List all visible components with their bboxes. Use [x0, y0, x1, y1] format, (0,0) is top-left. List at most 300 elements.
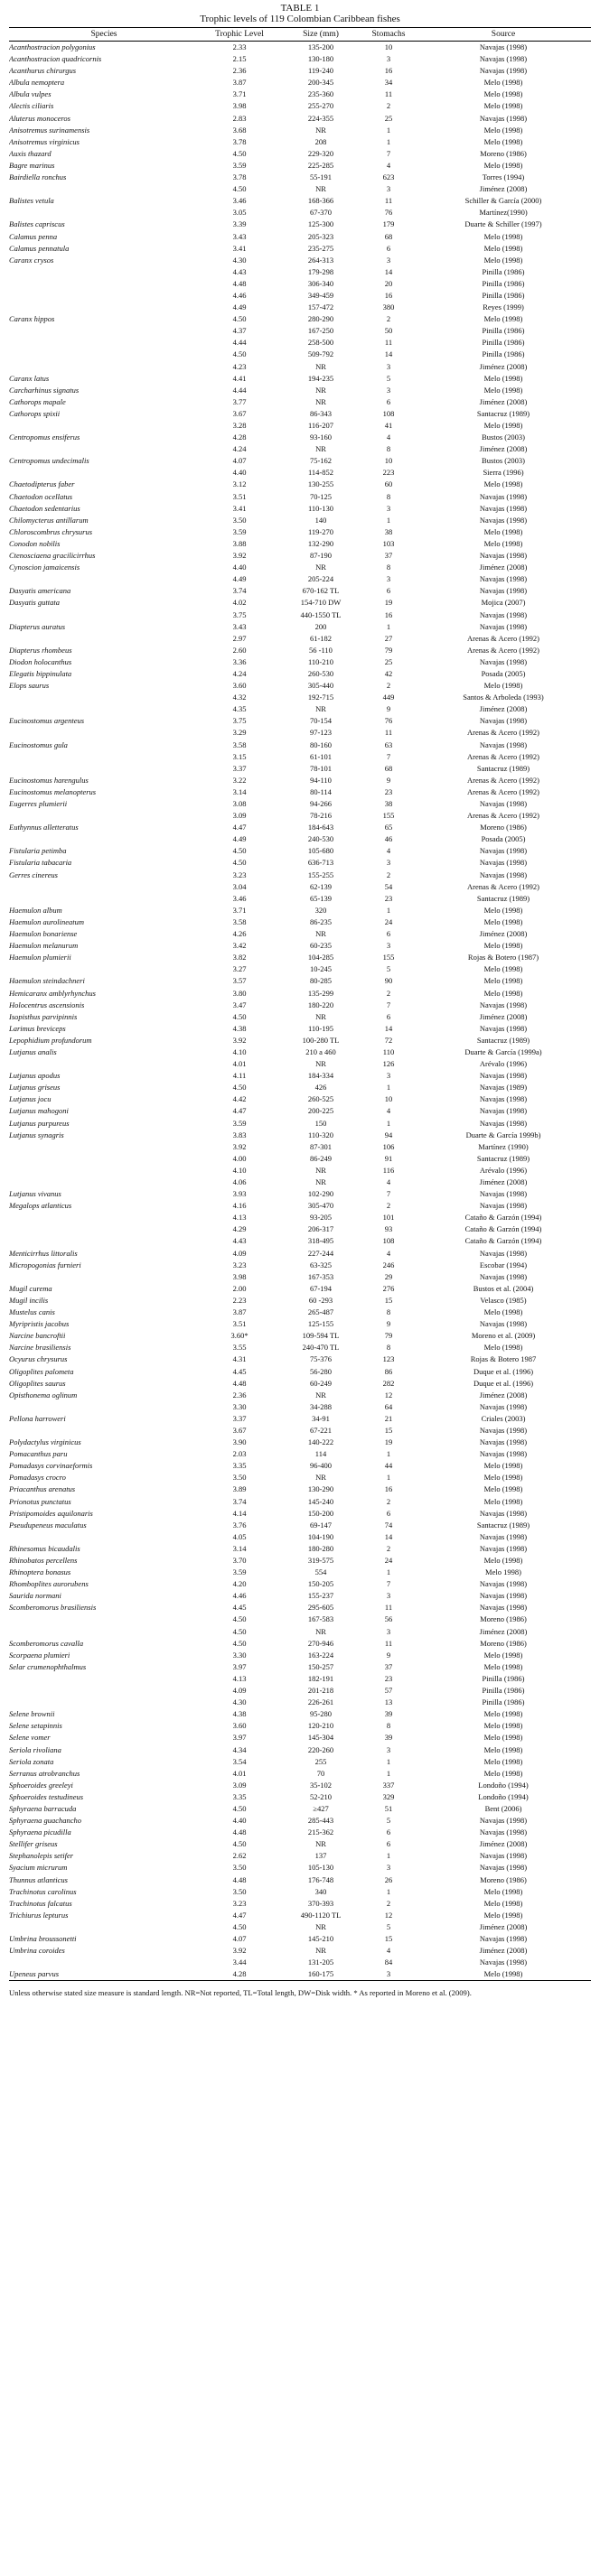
table-footnote: Unless otherwise stated size measure is standard length. NR=Not reported, TL=Total length, DW=Disk width. * As reported in Moreno et al. (2009).	[9, 1988, 472, 1998]
trophic-level-cell: 3.88	[232, 538, 247, 548]
stomachs-cell: 27	[384, 633, 393, 643]
table-row	[9, 125, 591, 136]
species-cell: Bagre marinus	[9, 160, 55, 170]
stomachs-cell: 4	[386, 1946, 391, 1956]
table-row	[9, 183, 591, 195]
trophic-level-cell: 4.01	[232, 1768, 247, 1778]
source-cell: Jiménez (2008)	[479, 1946, 528, 1956]
table-row	[9, 822, 591, 833]
table-row	[9, 1223, 591, 1235]
source-cell: Duarte & García 1999b)	[465, 1130, 541, 1139]
source-cell: Melo (1998)	[483, 243, 523, 253]
species-cell: Pristipomoides aquilonaris	[9, 1508, 93, 1518]
table-row	[9, 1838, 591, 1850]
size-cell: 34-288	[309, 1401, 333, 1411]
source-cell: Duque et al. (1996)	[473, 1366, 534, 1376]
source-cell: Navajas (1998)	[479, 1827, 528, 1837]
trophic-level-cell: 3.71	[232, 905, 247, 915]
size-cell: 114	[314, 1449, 327, 1459]
species-cell	[9, 1212, 199, 1223]
species-cell: Sphoeroides greeleyi	[9, 1780, 73, 1790]
source-cell: Cataño & Garzón (1994)	[464, 1213, 542, 1223]
trophic-level-cell: 3.43	[232, 621, 247, 631]
species-cell: Albula vulpes	[9, 89, 52, 99]
stomachs-cell: 23	[384, 786, 393, 796]
size-cell: 35-102	[309, 1780, 333, 1790]
size-cell: 201-218	[307, 1686, 334, 1696]
table-row	[9, 1555, 591, 1567]
size-cell: 87-190	[309, 551, 333, 561]
trophic-level-cell: 3.87	[232, 1307, 247, 1317]
table-row	[9, 1827, 591, 1838]
trophic-level-cell: 4.50	[232, 1614, 247, 1624]
table-row	[9, 1543, 591, 1555]
trophic-level-cell: 3.23	[232, 1898, 247, 1908]
trophic-level-cell: 3.50	[232, 515, 247, 525]
source-cell: Bustos et al. (2004)	[473, 1283, 534, 1293]
trophic-level-cell: 3.50	[232, 1863, 247, 1873]
stomachs-cell: 8	[386, 444, 391, 454]
table-row	[9, 1141, 591, 1153]
source-cell: Pinilla (1986)	[482, 338, 525, 348]
size-cell: 61-182	[309, 633, 333, 643]
stomachs-cell: 19	[384, 1437, 393, 1447]
species-cell: Megalops atlanticus	[9, 1201, 72, 1211]
table-row	[9, 1673, 591, 1685]
source-cell: Moreno (1986)	[480, 148, 527, 158]
table-row	[9, 1307, 591, 1318]
source-cell: Cataño & Garzón (1994)	[464, 1224, 542, 1234]
source-cell: Santacruz (1989)	[476, 408, 530, 418]
size-cell: 60-235	[309, 941, 333, 951]
table-row	[9, 1165, 591, 1176]
size-cell: 318-495	[307, 1236, 334, 1246]
species-cell: Lutjanus synagris	[9, 1130, 64, 1139]
source-cell: Melo (1998)	[483, 373, 523, 383]
stomachs-cell: 623	[382, 172, 395, 182]
stomachs-cell: 7	[386, 751, 391, 761]
size-cell: 95-280	[309, 1709, 333, 1719]
stomachs-cell: 11	[384, 1603, 393, 1613]
size-cell: 93-160	[309, 432, 333, 442]
source-cell: Navajas (1998)	[479, 1603, 528, 1613]
trophic-level-cell: 2.83	[232, 113, 247, 123]
size-cell: 78-216	[309, 811, 333, 821]
source-cell: Navajas (1998)	[479, 1201, 528, 1211]
table-row	[9, 432, 591, 443]
species-cell: Upeneus parvus	[9, 1968, 199, 1981]
size-cell: 554	[314, 1567, 327, 1577]
trophic-level-cell: 3.46	[232, 893, 247, 903]
species-cell	[9, 290, 199, 302]
stomachs-cell: 2	[386, 314, 391, 324]
stomachs-cell: 3	[361, 1968, 416, 1981]
table-row	[9, 1390, 591, 1401]
trophic-level-cell: 4.23	[232, 361, 247, 371]
header-trophic-level: Trophic Level	[199, 28, 280, 42]
size-cell: 227-244	[307, 1248, 334, 1258]
size-cell: 200	[314, 621, 327, 631]
size-cell: 205-224	[307, 574, 334, 584]
source-cell: Melo (1998)	[483, 125, 523, 135]
species-cell: Narcine brasiliensis	[9, 1343, 71, 1353]
size-cell: 349-459	[307, 290, 334, 300]
source-cell: Navajas (1998)	[479, 1816, 528, 1826]
table-row	[9, 1661, 591, 1673]
stomachs-cell: 179	[382, 219, 395, 229]
trophic-level-cell: 2.15	[232, 54, 247, 64]
stomachs-cell: 11	[384, 338, 393, 348]
species-cell: Eucinostomus harengulus	[9, 775, 89, 785]
species-cell: Umbrina coroides	[9, 1946, 65, 1956]
species-cell: Bairdiella ronchus	[9, 172, 67, 182]
trophic-level-cell: 3.58	[232, 916, 247, 926]
size-cell: 167-250	[307, 326, 334, 336]
source-cell: Jiménez (2008)	[479, 1839, 528, 1849]
species-cell: Mugil curema	[9, 1283, 52, 1293]
stomachs-cell: 16	[384, 290, 393, 300]
species-cell: Elops saurus	[9, 681, 50, 691]
species-cell: Rhinoptera bonasus	[9, 1567, 71, 1577]
species-cell: Scomberomorus cavalla	[9, 1638, 84, 1648]
stomachs-cell: 3	[386, 1626, 391, 1636]
trophic-level-cell: 3.09	[232, 811, 247, 821]
trophic-level-cell: 4.41	[232, 373, 247, 383]
trophic-level-cell: 3.97	[232, 1733, 247, 1743]
trophic-level-cell: 3.35	[232, 1791, 247, 1801]
table-row	[9, 1082, 591, 1093]
trophic-level-cell: 4.10	[232, 1046, 247, 1056]
trophic-level-cell: 3.78	[232, 172, 247, 182]
table-row	[9, 219, 591, 230]
table-row	[9, 1330, 591, 1342]
table-row	[9, 1105, 591, 1117]
size-cell: 140-222	[307, 1437, 334, 1447]
table-row	[9, 1212, 591, 1223]
table-row	[9, 526, 591, 538]
stomachs-cell: 3	[386, 858, 391, 868]
trophic-level-cell: 3.50	[232, 1473, 247, 1483]
size-cell: 145-240	[307, 1496, 334, 1506]
stomachs-cell: 15	[384, 1934, 393, 1943]
size-cell: NR	[315, 1921, 326, 1931]
size-cell: 150-205	[307, 1579, 334, 1589]
source-cell: Jiménez (2008)	[479, 929, 528, 939]
table-row	[9, 1638, 591, 1650]
source-cell: Melo 1998)	[485, 1567, 521, 1577]
size-cell: 264-313	[307, 255, 334, 265]
size-cell: NR	[315, 361, 326, 371]
species-cell: Rhomboplites aurorubens	[9, 1579, 89, 1589]
table-row	[9, 113, 591, 125]
species-cell	[9, 302, 199, 313]
trophic-level-cell: 3.42	[232, 941, 247, 951]
source-cell: Arenas & Acero (1992)	[466, 633, 539, 643]
species-cell: Menticirrhus littoralis	[9, 1248, 78, 1258]
table-row	[9, 739, 591, 751]
size-cell: 110-130	[307, 503, 333, 513]
table-row	[9, 1011, 591, 1023]
species-cell: Diodon holocanthus	[9, 656, 72, 666]
size-cell: 155-237	[307, 1591, 334, 1601]
source-cell: Melo (1998)	[483, 255, 523, 265]
size-cell: 150-257	[307, 1661, 334, 1671]
trophic-level-cell: 4.35	[232, 704, 247, 714]
trophic-level-cell: 2.00	[232, 1283, 247, 1293]
stomachs-cell: 14	[384, 266, 393, 276]
table-row	[9, 562, 591, 573]
source-cell: Melo (1998)	[483, 1744, 523, 1754]
trophic-level-cell: 3.98	[232, 1271, 247, 1281]
table-row	[9, 1130, 591, 1141]
species-cell	[9, 1531, 199, 1543]
trophic-level-cell: 3.23	[232, 870, 247, 879]
species-cell: Hemicaranx amblyrhynchus	[9, 988, 96, 998]
size-cell: 105-680	[307, 846, 334, 856]
stomachs-cell: 24	[384, 1556, 393, 1565]
size-cell: 63-325	[309, 1260, 333, 1269]
trophic-level-cell: 3.92	[232, 1141, 247, 1151]
table-row	[9, 609, 591, 621]
source-cell: Navajas (1998)	[479, 1023, 528, 1033]
table-row	[9, 1933, 591, 1945]
source-cell: Melo (1998)	[483, 1461, 523, 1471]
source-cell: Sierra (1996)	[483, 468, 524, 478]
size-cell: 86-235	[309, 916, 333, 926]
stomachs-cell: 3	[386, 503, 391, 513]
source-cell: Melo (1998)	[483, 1343, 523, 1353]
size-cell: 96-400	[309, 1461, 333, 1471]
trophic-level-cell: 4.32	[232, 693, 247, 702]
source-cell: Melo (1998)	[483, 78, 523, 88]
trophic-level-cell: 3.14	[232, 786, 247, 796]
stomachs-cell: 7	[386, 1189, 391, 1199]
size-cell: 490-1120 TL	[300, 1910, 342, 1920]
stomachs-cell: 2	[386, 1543, 391, 1553]
source-cell: Santacruz (1989)	[476, 1035, 530, 1045]
table-row	[9, 1200, 591, 1212]
size-cell: 295-605	[307, 1603, 334, 1613]
source-cell: Navajas (1998)	[479, 1543, 528, 1553]
table-row	[9, 1058, 591, 1070]
size-cell: NR	[315, 1177, 326, 1186]
stomachs-cell: 1	[386, 1473, 391, 1483]
size-cell: 179-298	[307, 266, 334, 276]
source-cell: Cataño & Garzón (1994)	[464, 1236, 542, 1246]
trophic-level-cell: 3.30	[232, 1650, 247, 1660]
trophic-level-cell: 4.50	[232, 1921, 247, 1931]
table-row	[9, 1413, 591, 1425]
species-cell: Ocyurus chrysurus	[9, 1354, 68, 1364]
species-cell	[9, 1271, 199, 1283]
source-cell: Melo (1998)	[483, 1756, 523, 1766]
stomachs-cell: 1	[386, 1851, 391, 1861]
stomachs-cell: 9	[386, 1650, 391, 1660]
source-cell: Pinilla (1986)	[482, 278, 525, 288]
table-row	[9, 1118, 591, 1130]
stomachs-cell: 19	[384, 598, 393, 608]
trophic-level-cell: 2.60	[232, 645, 247, 655]
stomachs-cell: 1	[386, 1118, 391, 1128]
trophic-level-cell: 3.78	[232, 136, 247, 146]
species-cell: Acanthostracion polygonius	[9, 42, 96, 51]
source-cell: Moreno (1986)	[480, 1614, 527, 1624]
size-cell: 426	[314, 1083, 327, 1093]
stomachs-cell: 380	[382, 302, 395, 312]
stomachs-cell: 37	[384, 1661, 393, 1671]
table-row	[9, 1531, 591, 1543]
table-row	[9, 1613, 591, 1625]
stomachs-cell: 12	[384, 1390, 393, 1400]
size-cell: 70	[316, 1768, 325, 1778]
size-cell: 182-191	[307, 1673, 334, 1683]
table-row	[9, 550, 591, 562]
stomachs-cell: 64	[384, 1401, 393, 1411]
source-cell: Melo (1998)	[483, 1496, 523, 1506]
stomachs-cell: 7	[386, 148, 391, 158]
species-cell: Haemulon steindachneri	[9, 976, 85, 986]
trophic-level-cell: 4.05	[232, 1531, 247, 1541]
size-cell: 131-205	[307, 1958, 334, 1967]
source-cell: Santacruz (1989)	[476, 1153, 530, 1163]
table-row	[9, 775, 591, 786]
trophic-level-cell: 4.02	[232, 598, 247, 608]
trophic-level-cell: 3.35	[232, 1461, 247, 1471]
species-cell: Scomberomorus brasiliensis	[9, 1603, 97, 1613]
source-cell: Melo (1998)	[483, 905, 523, 915]
trophic-level-cell: 3.41	[232, 503, 247, 513]
source-cell: Navajas (1998)	[479, 621, 528, 631]
species-cell: Lutjanus vivanus	[9, 1189, 61, 1199]
source-cell: Navajas (1998)	[479, 716, 528, 726]
trophic-level-cell: 3.92	[232, 551, 247, 561]
source-cell: Melo (1998)	[483, 1556, 523, 1565]
stomachs-cell: 79	[384, 645, 393, 655]
trophic-level-cell: 3.23	[232, 1260, 247, 1269]
species-cell: Caranx latus	[9, 373, 50, 383]
source-cell: Melo (1998)	[483, 1473, 523, 1483]
species-cell	[9, 692, 199, 703]
species-cell: Centropomus undecimalis	[9, 456, 89, 466]
trophic-level-cell: 4.50	[232, 1011, 247, 1021]
size-cell: 94-266	[309, 799, 333, 808]
stomachs-cell: 108	[382, 408, 395, 418]
table-row	[9, 361, 591, 373]
species-cell: Centropomus ensiferus	[9, 432, 80, 442]
table-row	[9, 1153, 591, 1165]
species-cell	[9, 207, 199, 219]
species-cell: Alectis ciliaris	[9, 101, 54, 111]
source-cell: Criales (2003)	[481, 1413, 526, 1423]
trophic-level-cell: 4.48	[232, 1827, 247, 1837]
trophic-level-cell: 3.39	[232, 219, 247, 229]
stomachs-cell: 72	[384, 1035, 393, 1045]
species-cell	[9, 1153, 199, 1165]
stomachs-cell: 11	[384, 728, 393, 738]
species-cell: Serranus atrobranchus	[9, 1768, 80, 1778]
size-cell: 125-155	[307, 1319, 334, 1329]
size-cell: 192-715	[307, 693, 334, 702]
table-row	[9, 420, 591, 432]
table-row	[9, 870, 591, 881]
species-cell: Eugerres plumierii	[9, 799, 68, 808]
table-row	[9, 668, 591, 680]
trophic-level-cell: 3.67	[232, 408, 247, 418]
trophic-level-cell: 4.47	[232, 1106, 247, 1116]
source-cell: Navajas (1998)	[479, 515, 528, 525]
trophic-level-cell: 3.59	[232, 1567, 247, 1577]
source-cell: Navajas (1998)	[479, 1319, 528, 1329]
species-cell	[9, 420, 199, 432]
stomachs-cell: 9	[386, 1319, 391, 1329]
source-cell: Rojas & Botero 1987	[470, 1354, 537, 1364]
trophic-level-cell: 4.46	[232, 290, 247, 300]
stomachs-cell: 51	[384, 1803, 393, 1813]
source-cell: Navajas (1998)	[479, 54, 528, 64]
trophic-level-cell: 4.43	[232, 266, 247, 276]
species-cell	[9, 1165, 199, 1176]
table-row	[9, 1271, 591, 1283]
table-row	[9, 243, 591, 255]
stomachs-cell: 16	[384, 609, 393, 619]
table-row	[9, 302, 591, 313]
source-cell: Melo (1998)	[483, 101, 523, 111]
stomachs-cell: 2	[386, 988, 391, 998]
table-row	[9, 656, 591, 668]
table-row	[9, 1803, 591, 1815]
trophic-level-cell: 3.27	[232, 964, 247, 974]
source-cell: Navajas (1998)	[479, 1958, 528, 1967]
species-cell: Calamus pennatula	[9, 243, 70, 253]
table-row	[9, 1460, 591, 1472]
species-cell: Anisotremus virginicus	[9, 136, 80, 146]
stomachs-cell: 44	[384, 1461, 393, 1471]
size-cell: 120-210	[307, 1721, 334, 1731]
stomachs-cell: 4	[386, 1106, 391, 1116]
trophic-level-cell: 3.97	[232, 1661, 247, 1671]
stomachs-cell: 76	[384, 208, 393, 218]
trophic-level-cell: 3.92	[232, 1946, 247, 1956]
stomachs-cell: 1	[386, 125, 391, 135]
source-cell: Torres (1994)	[482, 172, 525, 182]
species-cell: Priacanthus arenatus	[9, 1484, 76, 1494]
size-cell: 255	[314, 1756, 327, 1766]
species-cell	[9, 609, 199, 621]
trophic-level-cell: 4.00	[232, 1153, 247, 1163]
size-cell: 370-393	[307, 1898, 334, 1908]
species-cell: Pomacanthus paru	[9, 1449, 68, 1459]
source-cell: Navajas (1998)	[479, 1094, 528, 1104]
stomachs-cell: 1	[386, 1756, 391, 1766]
trophic-level-cell: 4.20	[232, 1579, 247, 1589]
table-row	[9, 1685, 591, 1697]
table-row	[9, 467, 591, 479]
stomachs-cell: 16	[384, 1484, 393, 1494]
stomachs-cell: 2	[386, 681, 391, 691]
stomachs-cell: 5	[386, 964, 391, 974]
source-cell: Bustos (2003)	[482, 456, 525, 466]
trophic-level-cell: 4.07	[232, 456, 247, 466]
stomachs-cell: 42	[384, 668, 393, 678]
source-cell: Melo (1998)	[483, 976, 523, 986]
stomachs-cell: 4	[386, 160, 391, 170]
source-cell: Melo (1998)	[483, 385, 523, 395]
size-cell: 104-285	[307, 953, 334, 963]
source-cell: Navajas (1998)	[479, 1000, 528, 1009]
trophic-level-cell: 2.23	[232, 1295, 247, 1305]
source-cell: Bustos (2003)	[482, 432, 525, 442]
species-cell: Myripristis jacobus	[9, 1319, 70, 1329]
